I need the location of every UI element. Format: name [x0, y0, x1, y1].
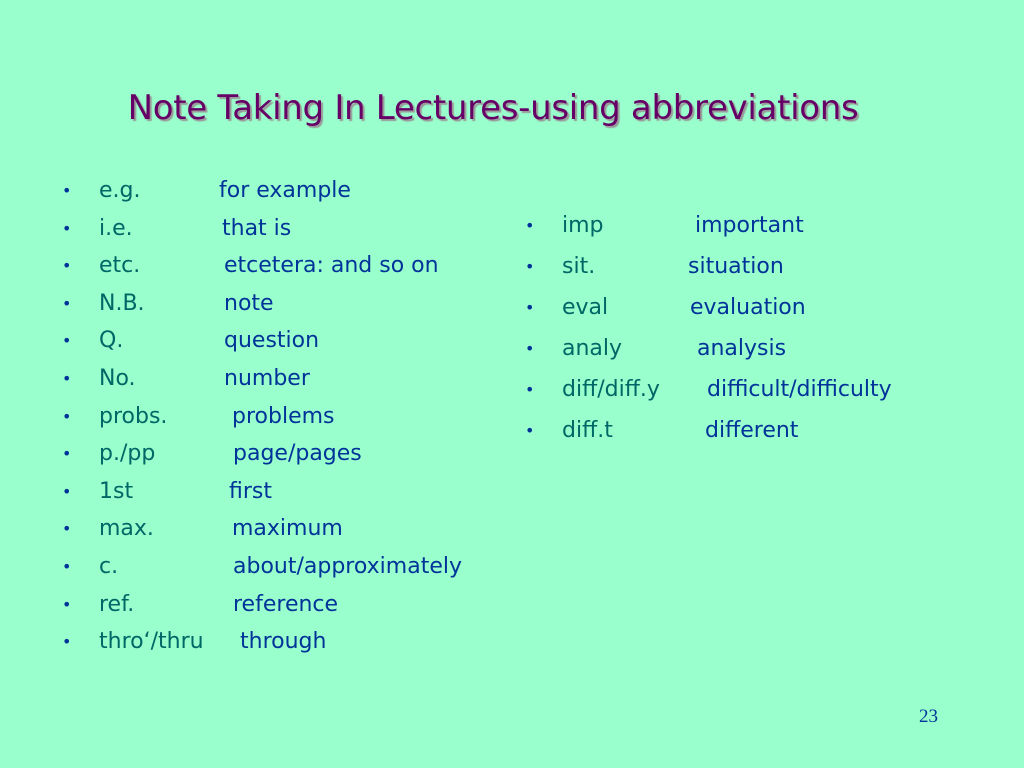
bullet-icon: • [525, 216, 535, 235]
meaning: note [224, 290, 274, 316]
meaning: etcetera: and so on [224, 253, 439, 279]
abbreviation: N.B. [99, 290, 145, 316]
meaning: about/approximately [233, 553, 462, 579]
meaning: reference [233, 591, 339, 617]
bullet-icon: • [62, 218, 72, 238]
bullet-icon: • [62, 444, 72, 464]
meaning: question [224, 328, 320, 354]
abbreviation: sit. [562, 254, 596, 279]
bullet-icon: • [62, 406, 72, 426]
meaning: page/pages [233, 441, 362, 467]
meaning: first [229, 478, 272, 504]
slide-title: Note Taking In Lectures-using abbreviations [127, 88, 859, 128]
bullet-icon: • [62, 368, 72, 388]
bullet-icon: • [62, 293, 72, 313]
abbreviation: analy [562, 336, 623, 361]
abbreviation: max. [99, 516, 154, 542]
abbreviation: No. [99, 365, 136, 391]
meaning: analysis [697, 336, 787, 361]
bullet-icon: • [62, 519, 72, 539]
bullet-icon: • [62, 556, 72, 576]
bullet-icon: • [62, 181, 72, 200]
bullet-icon: • [525, 298, 535, 317]
meaning: important [695, 213, 804, 238]
abbreviation: i.e. [99, 215, 133, 241]
bullet-icon: • [62, 594, 72, 614]
abbreviation: ref. [99, 591, 135, 617]
abbreviation: thro‘/thru [99, 629, 204, 655]
abbreviation: eval [562, 295, 609, 320]
bullet-icon: • [525, 380, 535, 399]
meaning: for example [219, 178, 351, 203]
bullet-icon: • [62, 331, 72, 351]
bullet-icon: • [525, 421, 535, 440]
meaning: evaluation [690, 295, 806, 320]
abbreviation: probs. [99, 403, 168, 429]
meaning: maximum [232, 516, 343, 542]
abbreviation: e.g. [99, 178, 141, 203]
abbreviation: p./pp [99, 441, 156, 467]
abbreviation: imp [562, 213, 604, 238]
abbreviation: diff.t [562, 418, 613, 443]
meaning: number [224, 365, 310, 391]
page-number: 23 [919, 706, 938, 727]
abbreviation: c. [99, 553, 119, 579]
bullet-icon: • [525, 257, 535, 276]
bullet-icon: • [62, 632, 72, 652]
meaning: difficult/difficulty [707, 377, 892, 402]
abbreviation: 1st [99, 478, 134, 504]
meaning: through [240, 629, 327, 655]
bullet-icon: • [62, 256, 72, 276]
abbreviation: diff/diff.y [562, 377, 660, 402]
bullet-icon: • [62, 481, 72, 501]
meaning: situation [688, 254, 784, 279]
abbreviation: etc. [99, 253, 141, 279]
meaning: that is [222, 215, 292, 241]
meaning: different [705, 418, 799, 443]
bullet-icon: • [525, 339, 535, 358]
abbreviation: Q. [99, 328, 124, 354]
meaning: problems [232, 403, 335, 429]
